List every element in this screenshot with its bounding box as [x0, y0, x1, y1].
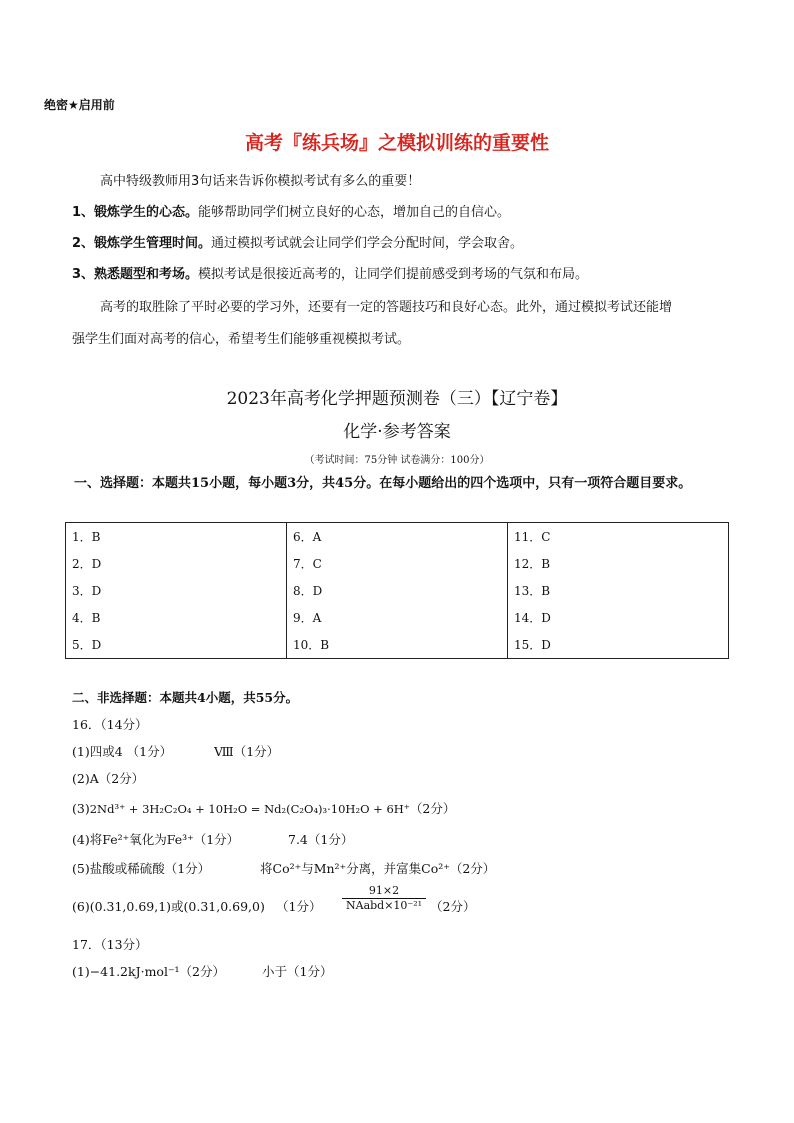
intro-point-3: [72, 263, 588, 282]
answer-cell: 12．B: [508, 550, 729, 577]
q16-answer-4b: 7.4（1分）: [288, 832, 354, 847]
q16-label: 16．（14分）: [72, 717, 148, 732]
answer-cell: 9．A: [287, 604, 508, 631]
exam-info: （考试时间：75分钟 试卷满分：100分）: [304, 455, 490, 466]
answer-cell: 4．B: [66, 604, 287, 631]
q17-answer-1: (1)−41.2kJ·mol⁻¹（2分）: [72, 964, 226, 979]
q16-answer-6-score-2: （2分）: [430, 899, 476, 914]
q16-answer-1b: Ⅷ（1分）: [214, 744, 280, 759]
fraction-denominator: NAabd×10⁻²¹: [346, 899, 423, 912]
intro-point-3-text: 模拟考试是很接近高考的，让同学们提前感受到考场的气氛和布局。: [198, 267, 589, 282]
q16-answer-6-score-1: （1分）: [276, 899, 322, 914]
table-row: [66, 523, 729, 551]
q16-answer-4: (4)将Fe²⁺氧化为Fe³⁺（1分）: [72, 832, 240, 847]
q16-answer-3-equation: 2Nd³⁺ + 3H₂C₂O₄ + 10H₂O = Nd₂(C₂O₄)₃·10H₂O + 6H⁺: [89, 802, 410, 816]
answer-cell: 11．C: [508, 523, 729, 551]
answer-cell: 7．C: [287, 550, 508, 577]
intro-lead: 高中特级教师用3句话来告诉你模拟考试有多么的重要！: [100, 174, 421, 189]
intro-point-1: [72, 201, 510, 220]
answer-cell: 6．A: [287, 523, 508, 551]
q16-answer-3-score: （2分）: [409, 801, 456, 816]
table-row: [66, 604, 729, 631]
intro-point-3-bold: 3、熟悉题型和考场。: [72, 267, 199, 282]
answer-table: [65, 522, 729, 659]
q16-answer-1: (1)四或4 （1分）: [72, 744, 173, 759]
intro-point-1-bold: 1、锻炼学生的心态。: [72, 205, 199, 220]
answer-cell: 3．D: [66, 577, 287, 604]
exam-subtitle: 化学·参考答案: [343, 422, 451, 442]
q16-answer-5b: 将Co²⁺与Mn²⁺分离，并富集Co²⁺（2分）: [260, 861, 496, 876]
promo-title: 高考『练兵场』之模拟训练的重要性: [244, 132, 549, 154]
q17-label: 17．（13分）: [72, 937, 148, 952]
table-row: [66, 550, 729, 577]
q16-answer-5: (5)盐酸或稀硫酸（1分）: [72, 861, 211, 876]
answer-cell: 14．D: [508, 604, 729, 631]
intro-point-1-text: 能够帮助同学们树立良好的心态，增加自己的自信心。: [198, 205, 511, 220]
q17-answer-1b: 小于（1分）: [262, 964, 333, 979]
section1-heading: 一、选择题：本题共15小题，每小题3分，共45分。在每小题给出的四个选项中，只有一项符合题目要求。: [74, 476, 692, 491]
q16-answer-3-prefix: (3): [72, 801, 90, 816]
confidential-label: 绝密★启用前: [44, 98, 115, 112]
intro-point-2-bold: 2、锻炼学生管理时间。: [72, 236, 212, 251]
answer-cell: 1．B: [66, 523, 287, 551]
q16-answer-6: (6)(0.31,0.69,1)或(0.31,0.69,0): [72, 899, 265, 914]
table-row: [66, 577, 729, 604]
exam-title: 2023年高考化学押题预测卷（三）【辽宁卷】: [226, 389, 568, 409]
answer-cell: 5．D: [66, 631, 287, 659]
q16-answer-2: (2)A（2分）: [72, 771, 145, 786]
intro-point-2-text: 通过模拟考试就会让同学们学会分配时间，学会取舍。: [211, 236, 524, 251]
answer-cell: 15．D: [508, 631, 729, 659]
intro-point-2: [72, 232, 523, 251]
answer-cell: 2．D: [66, 550, 287, 577]
density-fraction: [342, 884, 426, 913]
answer-cell: 8．D: [287, 577, 508, 604]
fraction-numerator: 91×2: [342, 884, 426, 899]
q16-answer-3: [72, 799, 455, 817]
intro-closing-line-1: 高考的取胜除了平时必要的学习外，还要有一定的答题技巧和良好心态。此外，通过模拟考试还能增: [100, 300, 673, 315]
section2-heading: 二、非选择题：本题共4小题，共55分。: [72, 690, 299, 705]
answer-cell: 10．B: [287, 631, 508, 659]
answer-cell: 13．B: [508, 577, 729, 604]
intro-closing-line-2: 强学生们面对高考的信心，希望考生们能够重视模拟考试。: [72, 332, 411, 347]
table-row: [66, 631, 729, 659]
q16-answer-6-fraction: [342, 884, 426, 913]
